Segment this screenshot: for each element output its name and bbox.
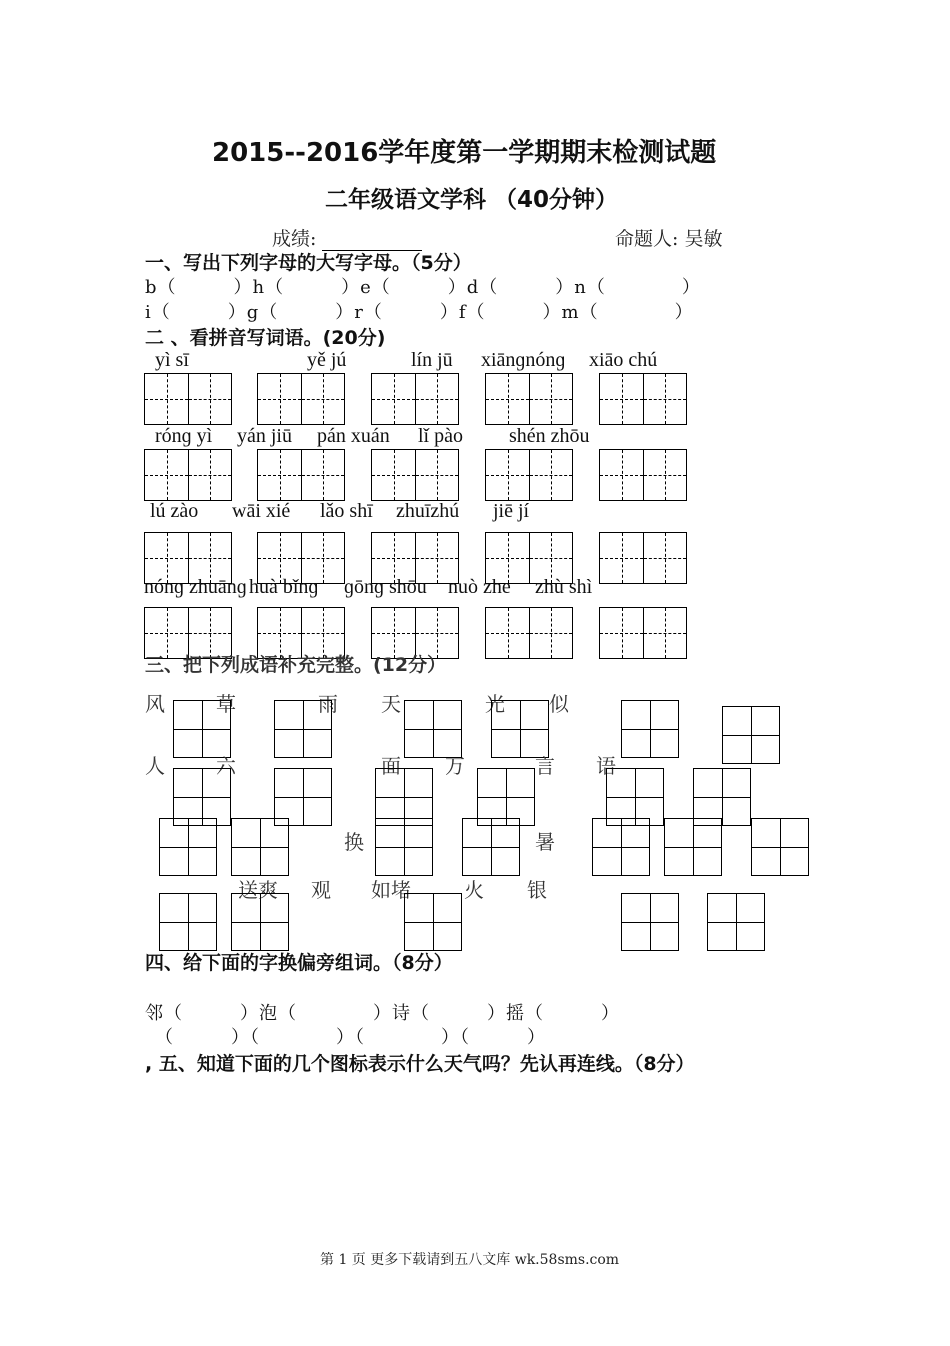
section1-heading: 一、写出下列字母的大写字母。（5分）: [145, 252, 472, 274]
pinyin-4-3: ɡōnɡ shōu: [344, 576, 427, 598]
pinyin-3-5: jiē jí: [493, 500, 530, 522]
page-footer: 第 1 页 更多下载请到五八文库 wk.58sms.com: [320, 1252, 620, 1268]
idiom-box[interactable]: [404, 893, 462, 951]
pinyin-4-4: nuò zhe: [448, 576, 511, 598]
score-line: [272, 224, 422, 251]
idiom-char: 似: [549, 692, 569, 716]
pinyin-2-4: lǐ pào: [418, 425, 463, 447]
pinyin-2-2: yán jiū: [237, 425, 292, 447]
idiom-char: 雨: [318, 692, 338, 716]
pinyin-2-3: pán xuán: [317, 425, 390, 447]
idiom-box[interactable]: [664, 818, 722, 876]
idiom-box[interactable]: [621, 893, 679, 951]
write-grid[interactable]: [485, 449, 573, 501]
section4-heading: 四、给下面的字换偏旁组词。（8分）: [145, 952, 453, 974]
pinyin-3-3: lǎo shī: [320, 500, 373, 522]
idiom-char: 火: [464, 878, 484, 902]
pinyin-3-2: wāi xié: [232, 500, 291, 522]
idiom-char: 六: [216, 754, 236, 778]
write-grid[interactable]: [599, 449, 687, 501]
idiom-char: 语: [596, 754, 616, 778]
write-grid[interactable]: [257, 373, 345, 425]
idiom-box[interactable]: [722, 706, 780, 764]
idiom-char: 送爽: [238, 878, 278, 902]
idiom-char: 人: [145, 754, 165, 778]
pinyin-2-1: rónɡ yì: [155, 425, 213, 447]
author-label: 命题人: 吴敏: [615, 228, 723, 250]
idiom-char: 银: [527, 878, 547, 902]
idiom-box[interactable]: [707, 893, 765, 951]
pinyin-1-2: yě jú: [307, 349, 347, 371]
write-grid[interactable]: [485, 607, 573, 659]
idiom-char: 暑: [535, 830, 555, 854]
idiom-char: 光: [485, 692, 505, 716]
idiom-char: 万: [445, 754, 465, 778]
idiom-char: 风: [145, 692, 165, 716]
section4-row1: 邻（ ）泡（ ）诗（ ）摇（ ）: [145, 1003, 620, 1024]
section1-row1: b（ ）h（ ）e（ ）d（ ）n（ ）: [145, 277, 701, 298]
idiom-char: 面: [381, 754, 401, 778]
idiom-char: 天: [381, 692, 401, 716]
write-grid[interactable]: [144, 373, 232, 425]
idiom-char: 如堵: [371, 878, 411, 902]
write-grid[interactable]: [599, 607, 687, 659]
idiom-box[interactable]: [231, 818, 289, 876]
write-grid[interactable]: [371, 449, 459, 501]
pinyin-1-5: xiāo chú: [589, 349, 658, 371]
idiom-box[interactable]: [462, 818, 520, 876]
score-label: 成绩:: [272, 228, 317, 250]
idiom-box[interactable]: [751, 818, 809, 876]
section4-row2: （ ）（ ）（ ）（ ）: [155, 1027, 546, 1048]
write-grid[interactable]: [599, 532, 687, 584]
idiom-char: 草: [216, 692, 236, 716]
idiom-box[interactable]: [231, 893, 289, 951]
pinyin-1-4: xiānɡnónɡ: [481, 349, 566, 371]
idiom-char: 换: [344, 830, 364, 854]
write-grid[interactable]: [371, 373, 459, 425]
idiom-box[interactable]: [159, 893, 217, 951]
write-grid[interactable]: [257, 449, 345, 501]
idiom-char: 言: [535, 754, 555, 778]
section5-heading: , 五、知道下面的几个图标表示什么天气吗？先认再连线。（8分）: [145, 1053, 695, 1075]
pinyin-4-1: nónɡ zhuānɡ: [144, 576, 247, 598]
pinyin-4-2: huà bǐnɡ: [249, 576, 319, 598]
section2-heading: 二 、看拼音写词语。(20分): [145, 327, 386, 349]
idiom-box[interactable]: [592, 818, 650, 876]
idiom-box[interactable]: [159, 818, 217, 876]
write-grid[interactable]: [485, 373, 573, 425]
write-grid[interactable]: [144, 449, 232, 501]
pinyin-1-3: lín jū: [411, 349, 453, 371]
pinyin-3-4: zhuīzhú: [396, 500, 460, 522]
section3-heading: 三、把下列成语补充完整。(12分）: [145, 654, 447, 676]
pinyin-3-1: lú zào: [150, 500, 199, 522]
idiom-box[interactable]: [621, 700, 679, 758]
page-title: 2015--2016学年度第一学期期末检测试题: [212, 138, 717, 168]
idiom-box[interactable]: [375, 818, 433, 876]
section1-row2: i（ ）g（ ）r（ ）f（ ）m（ ）: [145, 302, 694, 323]
page-subtitle: 二年级语文学科 （40分钟）: [325, 187, 619, 213]
idiom-char: 观: [311, 878, 331, 902]
pinyin-2-5: shén zhōu: [509, 425, 590, 447]
idiom-box[interactable]: [274, 700, 332, 758]
pinyin-4-5: zhù shì: [535, 576, 593, 598]
pinyin-1-1: yì sī: [155, 349, 189, 371]
write-grid[interactable]: [599, 373, 687, 425]
